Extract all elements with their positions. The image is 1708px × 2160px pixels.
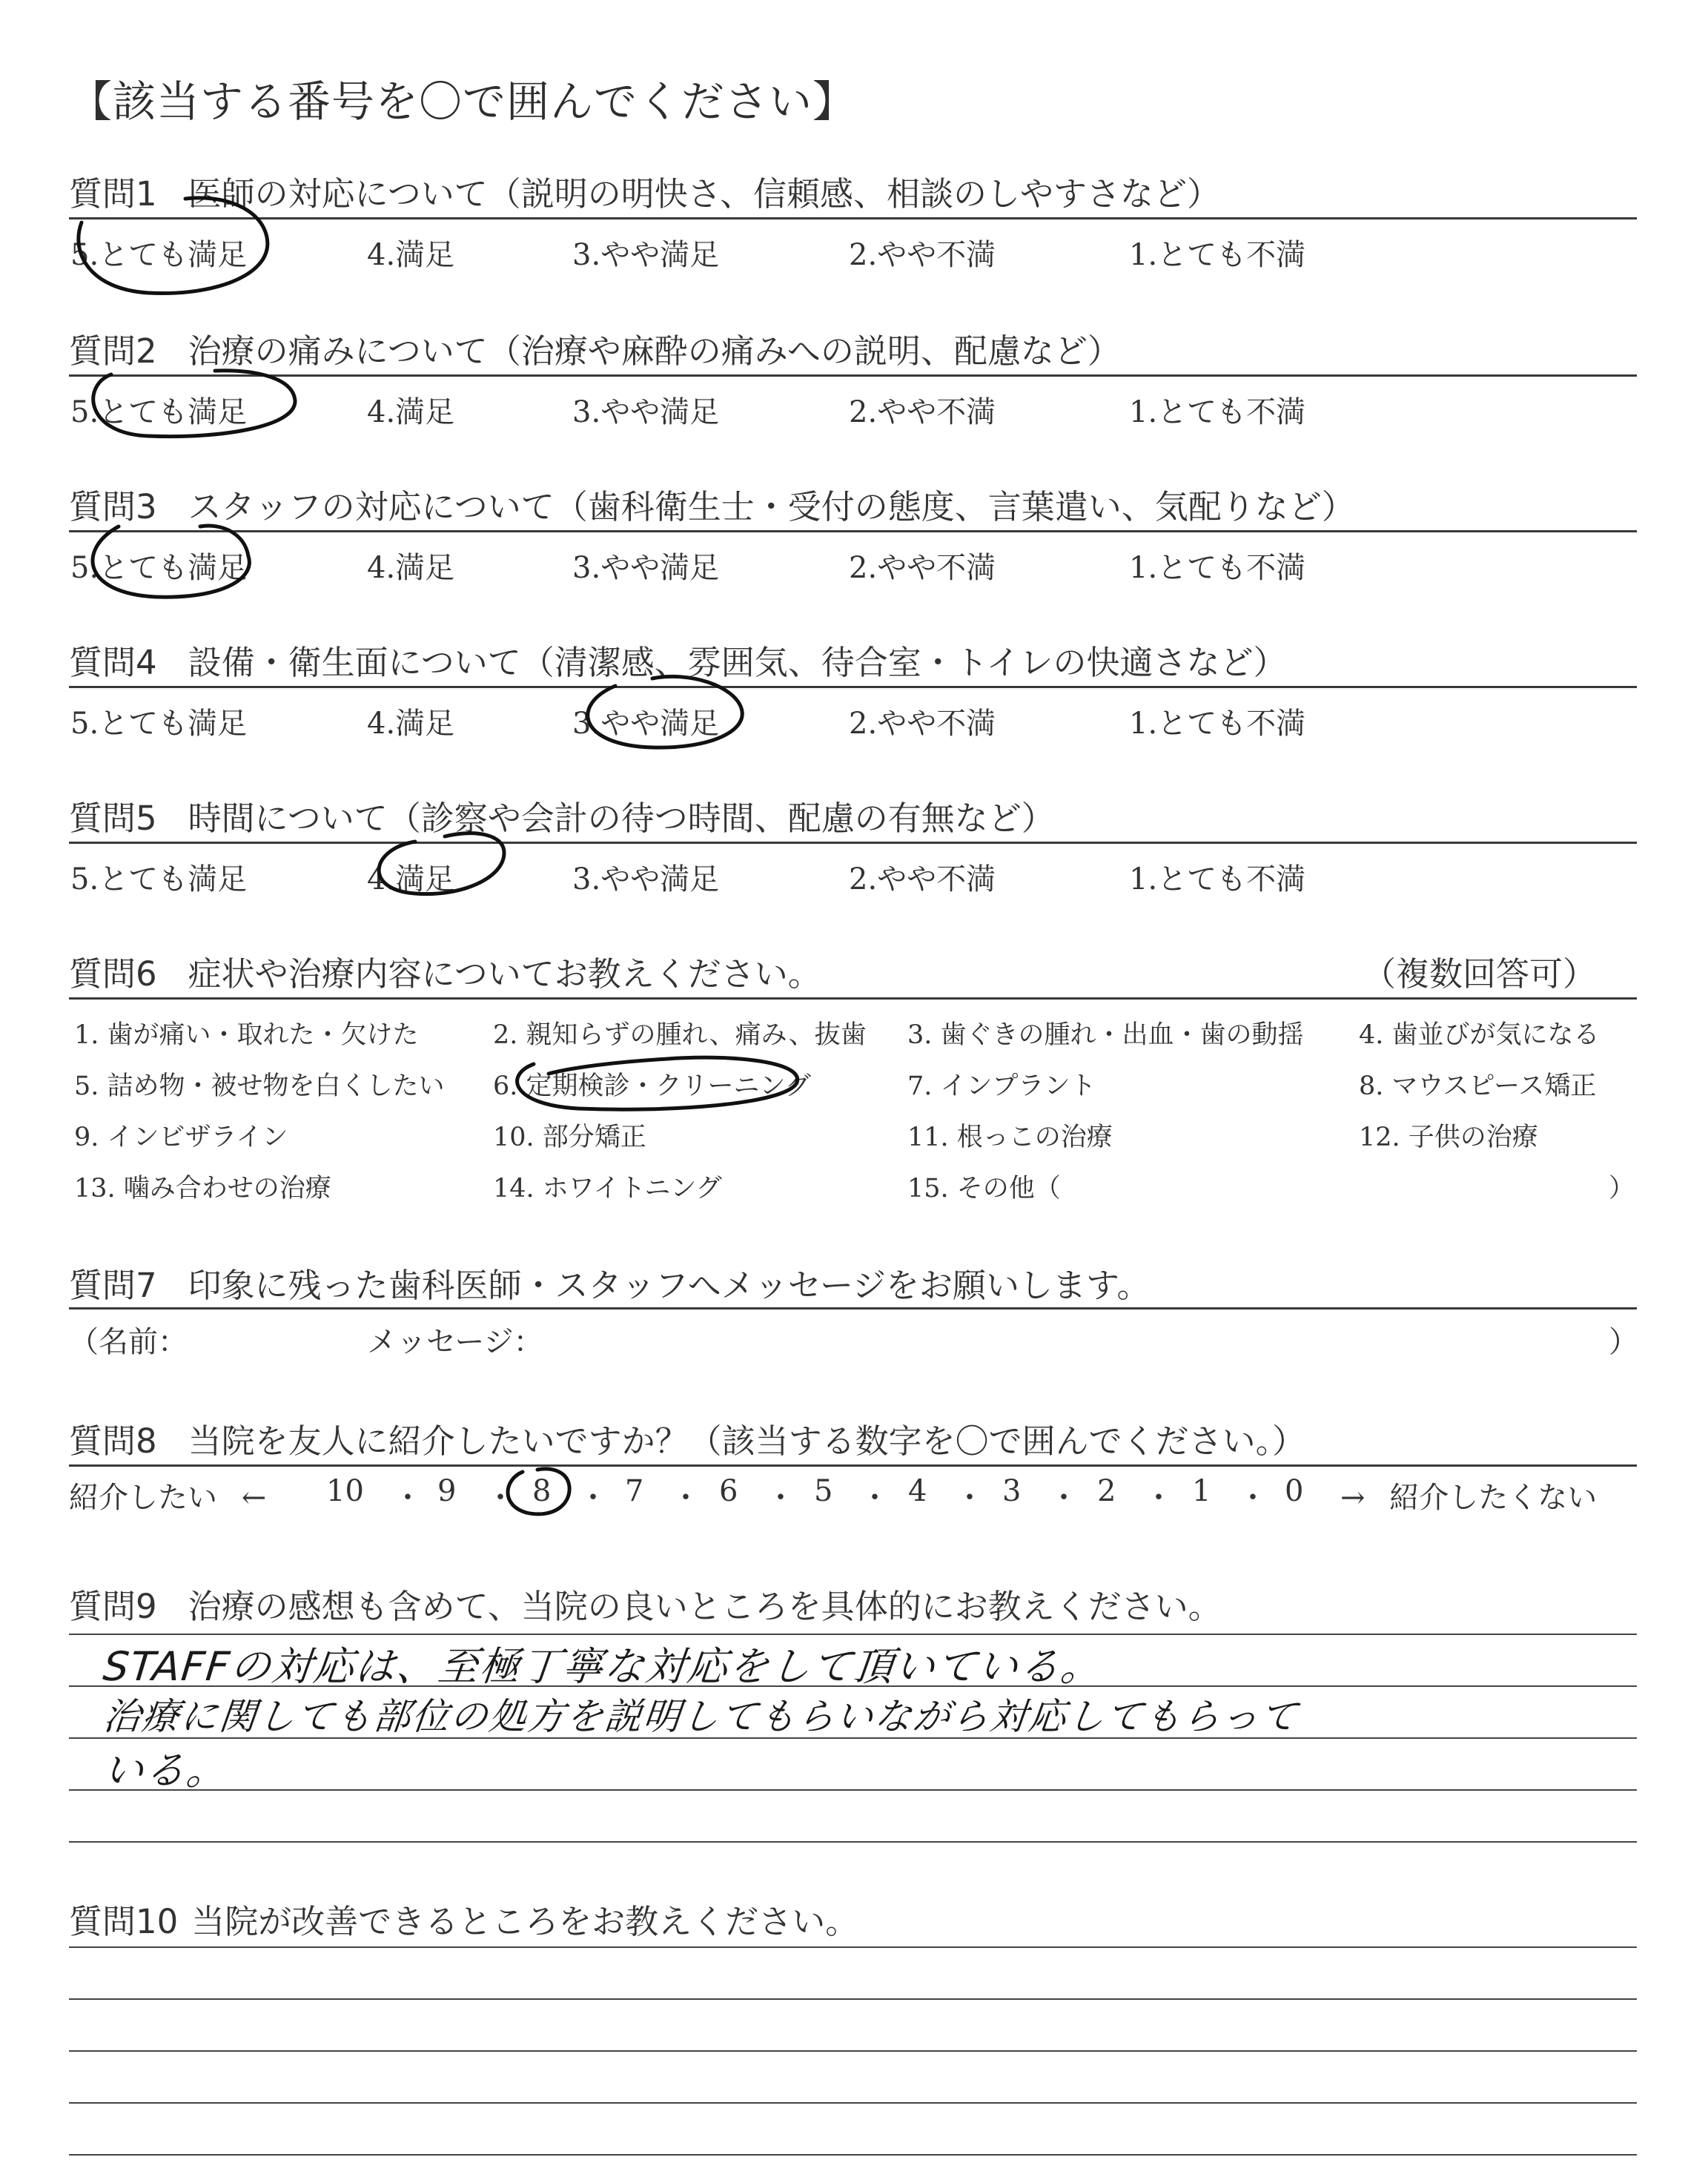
question-8-text: 当院を友人に紹介したいですか？（該当する数字を〇で囲んでください。） <box>188 1421 1306 1461</box>
question-2-number: 質問2 <box>69 331 157 371</box>
scale-dot: ・ <box>671 1481 701 1515</box>
question-5 <box>69 791 1055 839</box>
scale-5[interactable]: 5 <box>814 1474 833 1508</box>
divider <box>69 842 1637 844</box>
q6-option-4[interactable]: 4. 歯並びが気になる <box>1359 1020 1600 1050</box>
handwritten-answer-line-3: いる。 <box>101 1747 231 1794</box>
q2-option-5[interactable]: 5.とても満足 <box>70 395 248 429</box>
answer-line <box>69 2102 1637 2104</box>
q1-option-4[interactable]: 4.満足 <box>367 238 455 272</box>
divider <box>69 374 1637 377</box>
question-4-text: 設備・衛生面について（清潔感、雰囲気、待合室・トイレの快適さなど） <box>188 643 1287 682</box>
q5-option-3[interactable]: 3.やや満足 <box>572 862 720 896</box>
q6-option-8[interactable]: 8. マウスピース矯正 <box>1359 1071 1597 1101</box>
scale-8[interactable]: 8 <box>532 1474 552 1508</box>
q6-option-10[interactable]: 10. 部分矯正 <box>493 1123 646 1152</box>
question-5-number: 質問5 <box>69 799 157 838</box>
scale-7[interactable]: 7 <box>625 1474 644 1508</box>
question-6-text: 症状や治療内容についてお教えください。 <box>188 954 821 994</box>
question-1-text: 医師の対応について（説明の明快さ、信頼感、相談のしやすさなど） <box>188 174 1220 214</box>
q6-option-1[interactable]: 1. 歯が痛い・取れた・欠けた <box>74 1020 419 1050</box>
divider <box>69 1464 1637 1467</box>
question-3 <box>69 480 1355 528</box>
question-9 <box>69 1579 1222 1628</box>
question-8 <box>69 1414 1305 1462</box>
q6-other-close: ） <box>1609 1174 1635 1203</box>
question-1 <box>69 167 1220 215</box>
question-7-text: 印象に残った歯科医師・スタッフへメッセージをお願いします。 <box>188 1266 1151 1305</box>
divider <box>69 530 1637 532</box>
answer-line <box>69 1841 1637 1843</box>
answer-line <box>69 2050 1637 2052</box>
q1-option-1[interactable]: 1.とても不満 <box>1129 238 1306 272</box>
q4-option-3[interactable]: 3.やや満足 <box>572 707 720 741</box>
scale-dot: ・ <box>766 1481 795 1515</box>
q6-option-13[interactable]: 13. 噛み合わせの治療 <box>74 1174 331 1203</box>
q6-option-3[interactable]: 3. 歯ぐきの腫れ・出血・歯の動揺 <box>907 1020 1304 1050</box>
question-3-number: 質問3 <box>69 487 157 526</box>
scale-dot: ・ <box>1049 1481 1079 1515</box>
q7-close: ） <box>1609 1325 1638 1359</box>
q4-option-1[interactable]: 1.とても不満 <box>1129 707 1306 741</box>
q2-option-3[interactable]: 3.やや満足 <box>572 395 720 429</box>
q3-option-2[interactable]: 2.やや不満 <box>849 551 996 585</box>
question-2-text: 治療の痛みについて（治療や麻酔の痛みへの説明、配慮など） <box>188 331 1121 371</box>
answer-line <box>69 2154 1637 2156</box>
q5-option-5[interactable]: 5.とても満足 <box>70 862 248 896</box>
q3-option-3[interactable]: 3.やや満足 <box>572 551 720 585</box>
question-7-number: 質問7 <box>69 1266 157 1305</box>
question-10 <box>69 1895 858 1943</box>
q6-option-5[interactable]: 5. 詰め物・被せ物を白くしたい <box>74 1071 445 1101</box>
scale-dot: ・ <box>1238 1481 1268 1515</box>
handwritten-answer-line-2: 治療に関しても部位の処方を説明してもらいながら対応してもらって <box>101 1695 1301 1738</box>
q6-option-15[interactable]: 15. その他（ <box>907 1174 1061 1203</box>
question-6 <box>69 947 821 995</box>
scale-dot: ・ <box>486 1481 515 1515</box>
q5-option-2[interactable]: 2.やや不満 <box>849 862 996 896</box>
question-2 <box>69 324 1121 372</box>
q6-option-7[interactable]: 7. インプラント <box>907 1071 1096 1101</box>
scale-0[interactable]: 0 <box>1285 1474 1304 1508</box>
scale-4[interactable]: 4 <box>908 1474 927 1508</box>
question-1-number: 質問1 <box>69 174 157 214</box>
q1-option-5[interactable]: 5.とても満足 <box>70 238 248 272</box>
scale-dot: ・ <box>1144 1481 1174 1515</box>
scale-1[interactable]: 1 <box>1192 1474 1211 1508</box>
q6-option-11[interactable]: 11. 根っこの治療 <box>907 1123 1113 1152</box>
scale-2[interactable]: 2 <box>1097 1474 1116 1508</box>
divider <box>69 686 1637 688</box>
question-8-number: 質問8 <box>69 1421 157 1461</box>
q4-option-2[interactable]: 2.やや不満 <box>849 707 996 741</box>
recommend-left-label: 紹介したい ← <box>69 1481 267 1515</box>
question-9-number: 質問9 <box>69 1587 157 1626</box>
question-4-number: 質問4 <box>69 643 157 682</box>
q2-option-4[interactable]: 4.満足 <box>367 395 455 429</box>
q2-option-2[interactable]: 2.やや不満 <box>849 395 996 429</box>
divider <box>69 217 1637 219</box>
q6-option-2[interactable]: 2. 親知らずの腫れ、痛み、抜歯 <box>493 1020 867 1050</box>
q3-option-1[interactable]: 1.とても不満 <box>1129 551 1306 585</box>
question-3-text: スタッフの対応について（歯科衛生士・受付の態度、言葉遣い、気配りなど） <box>188 487 1355 526</box>
q3-option-5[interactable]: 5.とても満足 <box>70 551 248 585</box>
q6-option-9[interactable]: 9. インビザライン <box>74 1123 288 1152</box>
q6-option-12[interactable]: 12. 子供の治療 <box>1359 1123 1538 1152</box>
form-header: 【該当する番号を〇で囲んでください】 <box>69 76 857 127</box>
q2-option-1[interactable]: 1.とても不満 <box>1129 395 1306 429</box>
scale-10[interactable]: 10 <box>326 1474 364 1508</box>
scale-3[interactable]: 3 <box>1002 1474 1022 1508</box>
answer-line <box>69 1946 1637 1948</box>
q5-option-1[interactable]: 1.とても不満 <box>1129 862 1306 896</box>
scale-dot: ・ <box>955 1481 984 1515</box>
q6-option-14[interactable]: 14. ホワイトニング <box>493 1174 722 1203</box>
question-5-text: 時間について（診察や会計の待つ時間、配慮の有無など） <box>188 799 1055 838</box>
scale-dot: ・ <box>393 1481 423 1515</box>
message-label: メッセージ： <box>367 1325 543 1359</box>
question-4 <box>69 635 1287 684</box>
scale-dot: ・ <box>860 1481 890 1515</box>
q6-option-6[interactable]: 6. 定期検診・クリーニング <box>493 1071 811 1101</box>
divider <box>69 997 1637 1000</box>
q5-option-4[interactable]: 4.満足 <box>367 862 455 896</box>
divider <box>69 1307 1637 1309</box>
answer-line <box>69 1789 1637 1791</box>
q3-option-4[interactable]: 4.満足 <box>367 551 455 585</box>
scale-9[interactable]: 9 <box>437 1474 457 1508</box>
question-10-text: 当院が改善できるところをお教えください。 <box>191 1902 859 1941</box>
handwritten-answer-line-1: STAFFの対応は、至極丁寧な対応をして頂いている。 <box>101 1643 1105 1690</box>
answer-line <box>69 1998 1637 2000</box>
multiple-answers-note: （複数回答可） <box>1363 954 1597 994</box>
name-label: （名前： <box>69 1325 188 1359</box>
question-10-number: 質問10 <box>69 1902 179 1941</box>
q1-option-3[interactable]: 3.やや満足 <box>572 238 720 272</box>
scale-dot: ・ <box>578 1481 608 1515</box>
question-6-number: 質問6 <box>69 954 157 994</box>
question-7 <box>69 1258 1150 1307</box>
recommend-right-label: → 紹介したくない <box>1340 1481 1598 1515</box>
q4-option-5[interactable]: 5.とても満足 <box>70 707 248 741</box>
q4-option-4[interactable]: 4.満足 <box>367 707 455 741</box>
question-9-text: 治療の感想も含めて、当院の良いところを具体的にお教えください。 <box>188 1587 1222 1626</box>
scale-6[interactable]: 6 <box>719 1474 738 1508</box>
q1-option-2[interactable]: 2.やや不満 <box>849 238 996 272</box>
